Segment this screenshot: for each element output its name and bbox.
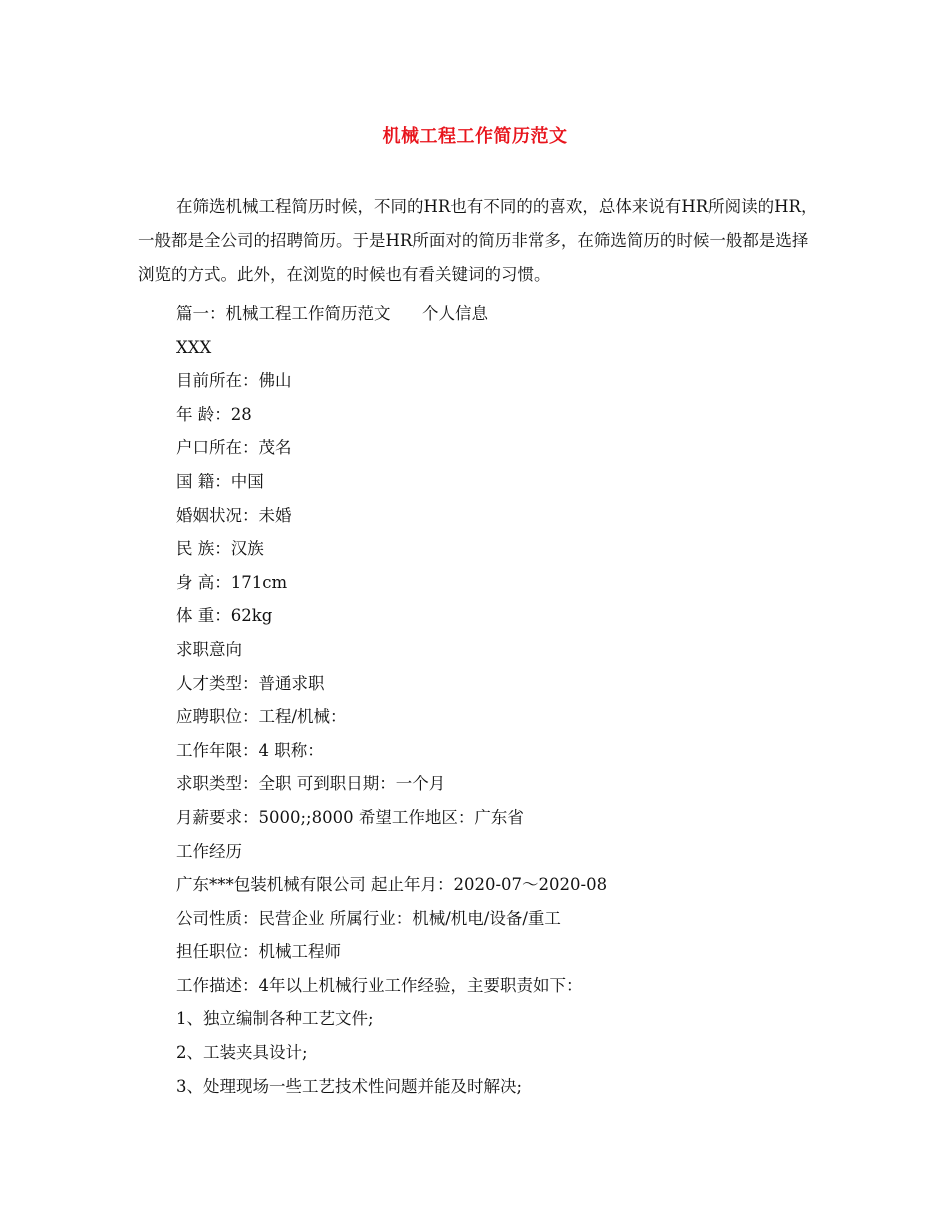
age-line: 年 龄：28 (176, 404, 252, 424)
current-location-line: 目前所在：佛山 (176, 371, 292, 391)
work-years-line: 工作年限：4 职称： (176, 740, 324, 760)
duty-item: 2、工装夹具设计; (176, 1043, 308, 1063)
resume-lines (176, 297, 816, 1103)
job-title-line: 担任职位：机械工程师 (176, 942, 341, 962)
document-title: 机械工程工作简历范文 (382, 126, 568, 147)
section-heading-job-intent: 求职意向 (176, 639, 242, 659)
position-line: 应聘职位：工程/机械： (176, 707, 347, 727)
intro-paragraph: 在筛选机械工程简历时候，不同的HR也有不同的的喜欢，总体来说有HR所阅读的HR，一般都是全公司的招聘简历。于是HR所面对的简历非常多，在筛选简历的时候一般都是选择浏览的方式。此外，在浏览的时候也有看关键词的习惯。 (138, 197, 818, 284)
ethnicity-line: 民 族：汉族 (176, 539, 264, 559)
job-type-line: 求职类型：全职 可到职日期：一个月 (176, 774, 446, 794)
marital-status-line: 婚姻状况：未婚 (176, 505, 292, 525)
talent-type-line: 人才类型：普通求职 (176, 673, 325, 693)
height-line: 身 高：171cm (176, 572, 288, 592)
duty-item: 3、处理现场一些工艺技术性问题并能及时解决; (176, 1076, 523, 1096)
job-description-line: 工作描述：4年以上机械行业工作经验，主要职责如下： (176, 975, 583, 995)
company-type-line: 公司性质：民营企业 所属行业：机械/机电/设备/重工 (176, 908, 561, 928)
name-line: XXX (176, 337, 212, 357)
duty-item: 1、独立编制各种工艺文件; (176, 1009, 374, 1029)
section-heading-personal-info: 篇一：机械工程工作简历范文 个人信息 (176, 304, 488, 323)
weight-line: 体 重：62kg (176, 606, 273, 626)
section-heading-work-experience: 工作经历 (176, 841, 242, 861)
nationality-line: 国 籍：中国 (176, 471, 264, 491)
hukou-line: 户口所在：茂名 (176, 438, 292, 458)
company-line: 广东***包装机械有限公司 起止年月：2020-07～2020-08 (176, 875, 608, 895)
salary-line: 月薪要求：5000;;8000 希望工作地区：广东省 (176, 807, 524, 827)
